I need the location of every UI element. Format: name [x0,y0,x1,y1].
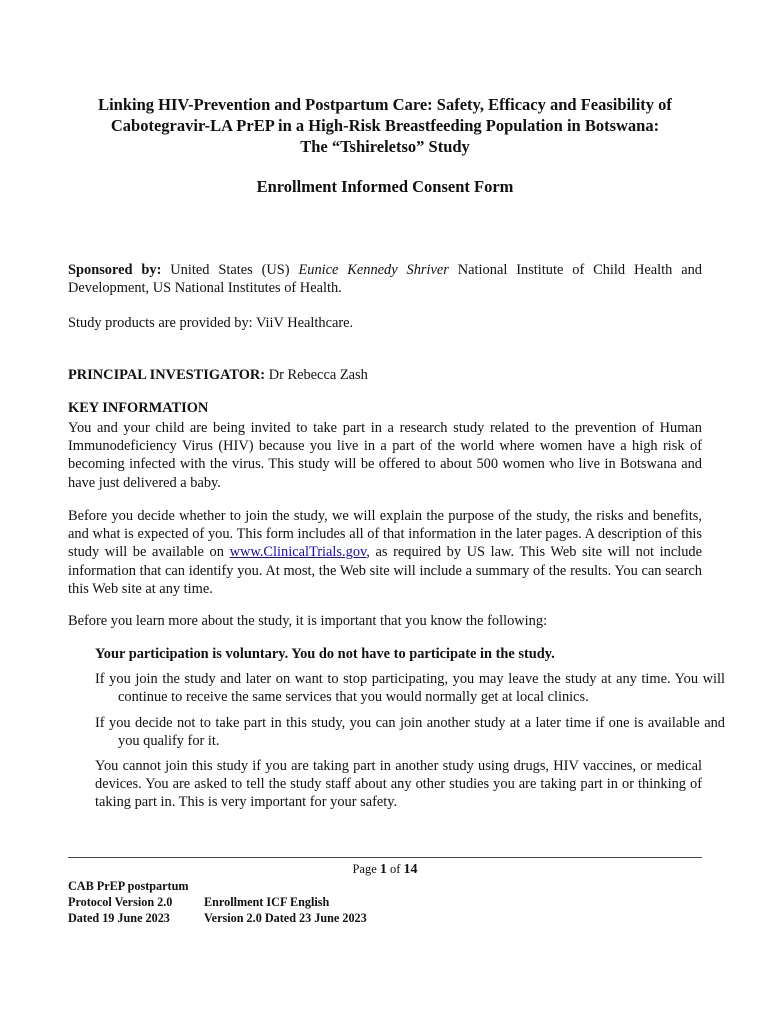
pi-name: Dr Rebecca Zash [265,367,368,383]
sponsor-paragraph [68,261,702,297]
sponsor-italic-name: Eunice Kennedy Shriver [298,262,449,278]
key-information-heading: KEY INFORMATION [68,400,209,416]
footer-divider [68,857,702,858]
clinicaltrials-link[interactable]: www.ClinicalTrials.gov [229,544,367,561]
products-paragraph: Study products are provided by: ViiV Healthcare. [68,315,354,331]
page-sep: of [386,862,404,876]
document-subtitle: Enrollment Informed Consent Form [256,177,514,196]
cannot-join-point: You cannot join this study if you are taking part in another study using drugs, HIV vaccines, or medical devices. You are asked to tell the study staff about any other studies you are taking part in or thinking of taking part in. This is very important for your safety. [95,758,702,811]
sponsor-label: Sponsored by: [68,262,162,278]
voluntary-statement: Your participation is voluntary. You do not have to participate in the study. [95,646,555,662]
para2-text-after: , as required by US law. This Web site will not include information that can identify you. At most, the Web site will include a summary of the results. You can search this Web site at any time. [68,544,702,597]
page-number [0,862,770,878]
document-title [60,94,710,157]
title-line-1: Linking HIV-Prevention and Postpartum Care: Safety, Efficacy and Feasibility of [98,95,672,114]
footer-left-line-1: CAB PrEP postpartum [68,879,189,893]
footer-left-line-3: Dated 19 June 2023 [68,911,170,925]
footer-right [204,894,367,926]
stop-participating-point: If you join the study and later on want to stop participating, you may leave the study at any time. You will continue to receive the same services that you would normally get at local clinics. [95,671,725,706]
key-information-paragraph-2 [68,507,702,598]
footer-left-line-2: Protocol Version 2.0 [68,895,173,909]
page-current: 1 [379,862,387,877]
page-prefix: Page [352,862,380,876]
footer-left [68,878,189,926]
key-information-paragraph-3: Before you learn more about the study, it is important that you know the following: [68,613,548,629]
sponsor-text-before: United States (US) [161,262,299,278]
title-line-3: The “Tshireletso” Study [300,137,470,156]
para2-text-before: Before you decide whether to join the study, we will explain the purpose of the study, the risks and benefits, and what is expected of you. This form includes all of that information in the later pages. A description of this study will be available on [68,508,702,561]
title-line-2: Cabotegravir-LA PrEP in a High-Risk Breastfeeding Population in Botswana: [110,116,660,135]
pi-label: PRINCIPAL INVESTIGATOR: [68,367,266,383]
key-information-paragraph-1: You and your child are being invited to take part in a research study related to the prevention of Human Immunodeficiency Virus (HIV) because you live in a part of the world where women have a high risk of becoming infected with the virus. This study will be offered to about 500 women who live in Botswana and have just delivered a baby. [68,420,702,491]
page-total: 14 [403,862,418,877]
sponsor-text-after: National Institute of Child Health and Development, US National Institutes of Health. [68,262,703,297]
principal-investigator [68,366,702,384]
footer-right-line-1: Enrollment ICF English [204,895,330,909]
not-join-point: If you decide not to take part in this study, you can join another study at a later time if one is available and you qualify for it. [95,715,725,750]
footer-right-line-2: Version 2.0 Dated 23 June 2023 [204,911,367,925]
